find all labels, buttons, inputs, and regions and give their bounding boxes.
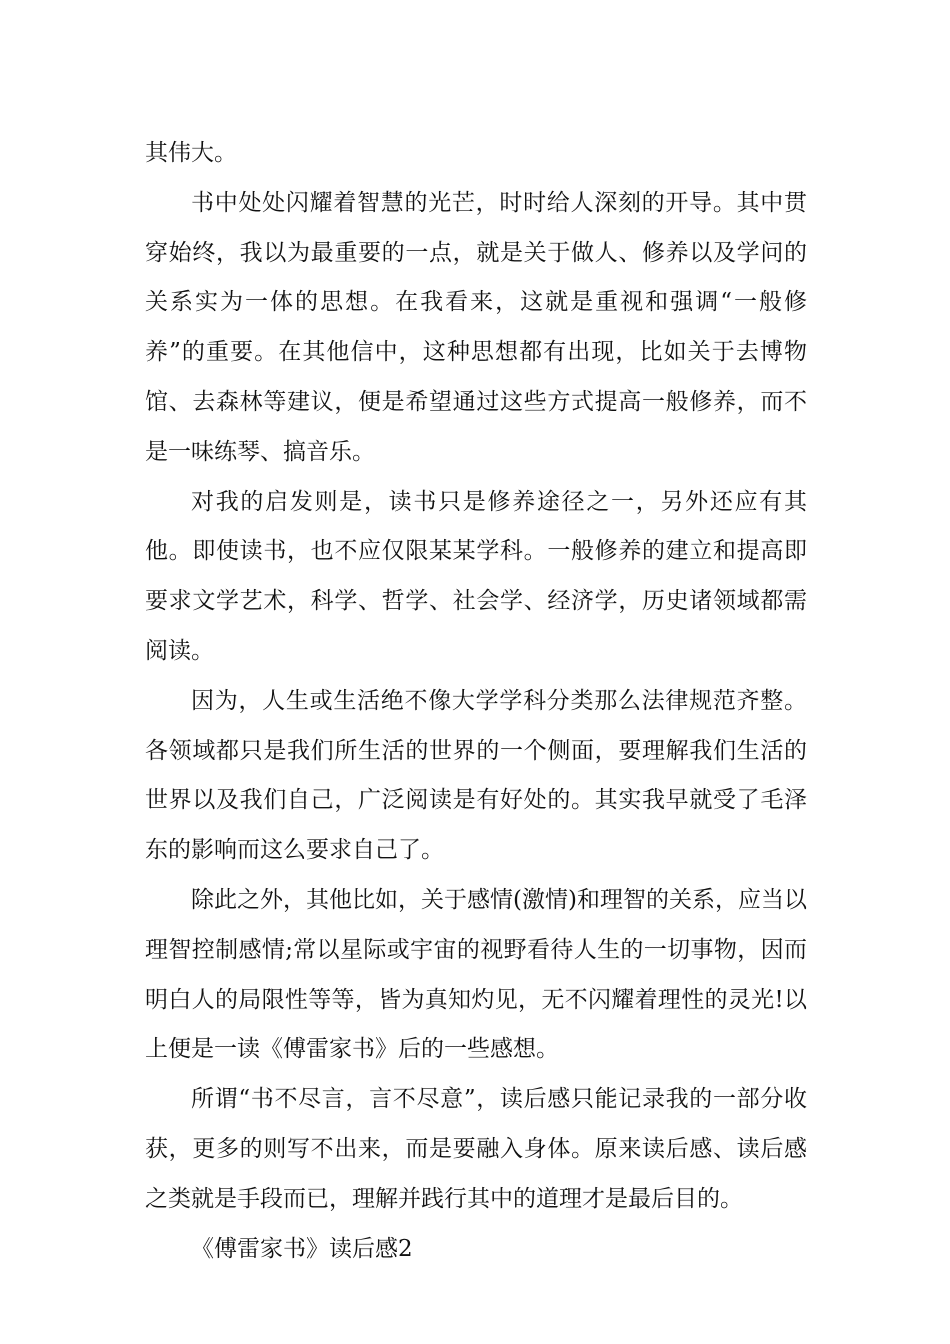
paragraph-emotion-reason: 除此之外，其他比如，关于感情(激情)和理智的关系，应当以理智控制感情;常以星际或宇宙的视野看待人生的一切事物，因而明白人的局限性等等，皆为真知灼见，无不闪耀着理性的灵光!以上便是一读《傅雷家书》后的一些感想。: [145, 886, 807, 1063]
paragraph-wisdom: 书中处处闪耀着智慧的光芒，时时给人深刻的开导。其中贯穿始终，我以为最重要的一点，就是关于做人、修养以及学问的关系实为一体的思想。在我看来，这就是重视和强调“一般修养”的重要。在其他信中，这种思想都有出现，比如关于去博物馆、去森林等建议，便是希望通过这些方式提高一般修养，而不是一味练琴、搞音乐。: [145, 189, 807, 465]
paragraph-broad-reading: 因为，人生或生活绝不像大学学科分类那么法律规范齐整。各领域都只是我们所生活的世界的一个侧面，要理解我们生活的世界以及我们自己，广泛阅读是有好处的。其实我早就受了毛泽东的影响而这么要求自己了。: [145, 687, 807, 864]
section-title: 《傅雷家书》读后感2: [191, 1235, 413, 1262]
paragraph-conclusion: 所谓“书不尽言，言不尽意”，读后感只能记录我的一部分收获，更多的则写不出来，而是要融入身体。原来读后感、读后感之类就是手段而已，理解并践行其中的道理才是最后目的。: [145, 1086, 807, 1212]
paragraph-inspiration: 对我的启发则是，读书只是修养途径之一，另外还应有其他。即使读书，也不应仅限某某学科。一般修养的建立和提高即要求文学艺术，科学、哲学、社会学、经济学，历史诸领域都需阅读。: [145, 488, 807, 664]
document-body: [145, 129, 807, 1274]
paragraph-continuation: 其伟大。: [145, 140, 237, 166]
